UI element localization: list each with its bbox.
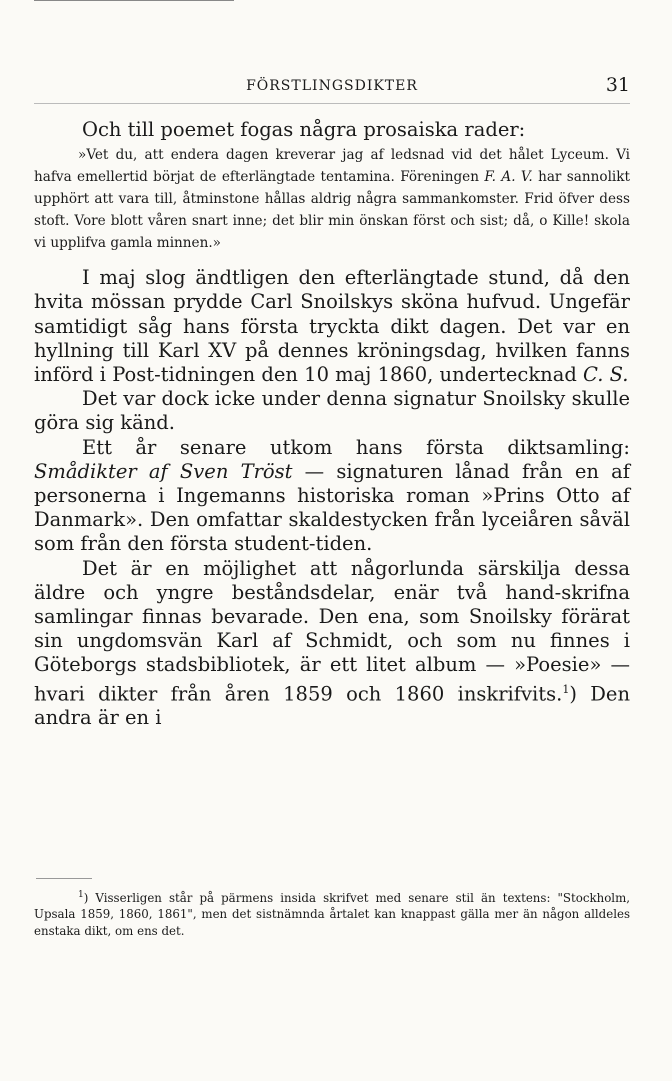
paragraph-intro-text: Och till poemet fogas några prosaiska rader: [82,118,526,141]
signature-initials: C. S. [583,363,629,387]
footnote-rule [36,878,92,879]
quote-text: »Vet du, att endera dagen kreverar jag af ledsnad vid det hålet Lyceum. Vi hafva emellertid börjat de efterlängtade tentamina. Föreningen [34,147,630,186]
paragraph-signature-text: Det var dock icke under denna signatur Snoilsky skulle göra sig känd. [34,387,630,435]
running-title: FÖRSTLINGSDIKTER [246,78,418,94]
quote-text-rest: har sannolikt upphört att vara till, åtminstone hållas aldrig några sammankomster. Frid öfver dess stoft. Vore blott våren snart inne; det blir min önskan först och sist; då, o Kille! skola vi upplifva gamla minnen.» [34,169,630,252]
top-scan-rule [34,0,234,1]
page-number: 31 [605,74,630,96]
collection-lead: Ett år senare utkom hans första diktsamling: [82,435,630,459]
footnote-area [34,878,630,939]
manuscripts-text: Det är en möjlighet att någorlunda särskilja dessa äldre och yngre beståndsdelar, enär två hand-skrifna samlingar finnas bevarade. Den ena, som Snoilsky förärat sin ungdomsvän Karl af Schmidt, och som nu finnes i Göteborgs stadsbibliotek, är ett litet album — »Poesie» — hvari dikter från åren 1859 och 1860 inskrifvits. [34,556,630,706]
header-rule [34,103,630,104]
page-header [34,74,630,98]
paragraph-intro [34,118,630,142]
paragraph-first-collection [34,436,630,557]
body-text [34,118,630,731]
manuscripts-tail: Den andra är en i [34,682,630,730]
footnote-reference[interactable]: 1 [562,682,570,696]
footnote: $^1$) Visserligen står på pärmens insida skrifvet med senare stil än textens: "Stockholm, Upsala 1859, 1860, 1861", men det sistnämnda årtalet kan knappast gälla mer än någon alldeles enstaka dikt, om ens det. [34,890,631,938]
quote-society-abbr: F. A. V. [484,169,533,186]
footnote-mark: 1 [78,890,84,900]
letter-quote [34,144,630,254]
collection-title: Smådikter af Sven Tröst [34,459,293,483]
paragraph-signature [34,387,630,435]
footnote-text: Visserligen står på pärmens insida skrifvet med senare stil än textens: "Stockholm, Upsala 1859, 1860, 1861", men det sistnämnda årtalet kan knappast gälla mer än någon alldeles enstaka dikt, om ens det. [34,890,631,938]
collection-rest: — signaturen lånad från en af personerna i Ingemanns historiska roman »Prins Otto af Danmark». Den omfattar skaldestycken från lyceiåren såväl som från den första student-tiden. [34,459,630,556]
paragraph-student-cap [34,266,630,387]
paragraph-manuscripts: Det är en möjlighet att någorlunda särskilja dessa äldre och yngre beståndsdelar, enär två hand-skrifna samlingar finnas bevarade. Den ena, som Snoilsky förärat sin ungdomsvän Karl af Schmidt, och som nu finnes i Göteborgs stadsbibliotek, är ett litet album — »Poesie» — hvari dikter från åren 1859 och 1860 inskrifvits.$^1$) Den andra är en i [34,556,630,730]
paragraph-student-cap-text: I maj slog ändtligen den efterlängtade stund, då den hvita mössan prydde Carl Snoilskys sköna hufvud. Ungefär samtidigt såg hans första tryckta dikt dagen. Det var en hyllning till Karl XV på dennes kröningsdag, hvilken fanns införd i Post-tidningen den 10 maj 1860, undertecknad [34,266,630,387]
